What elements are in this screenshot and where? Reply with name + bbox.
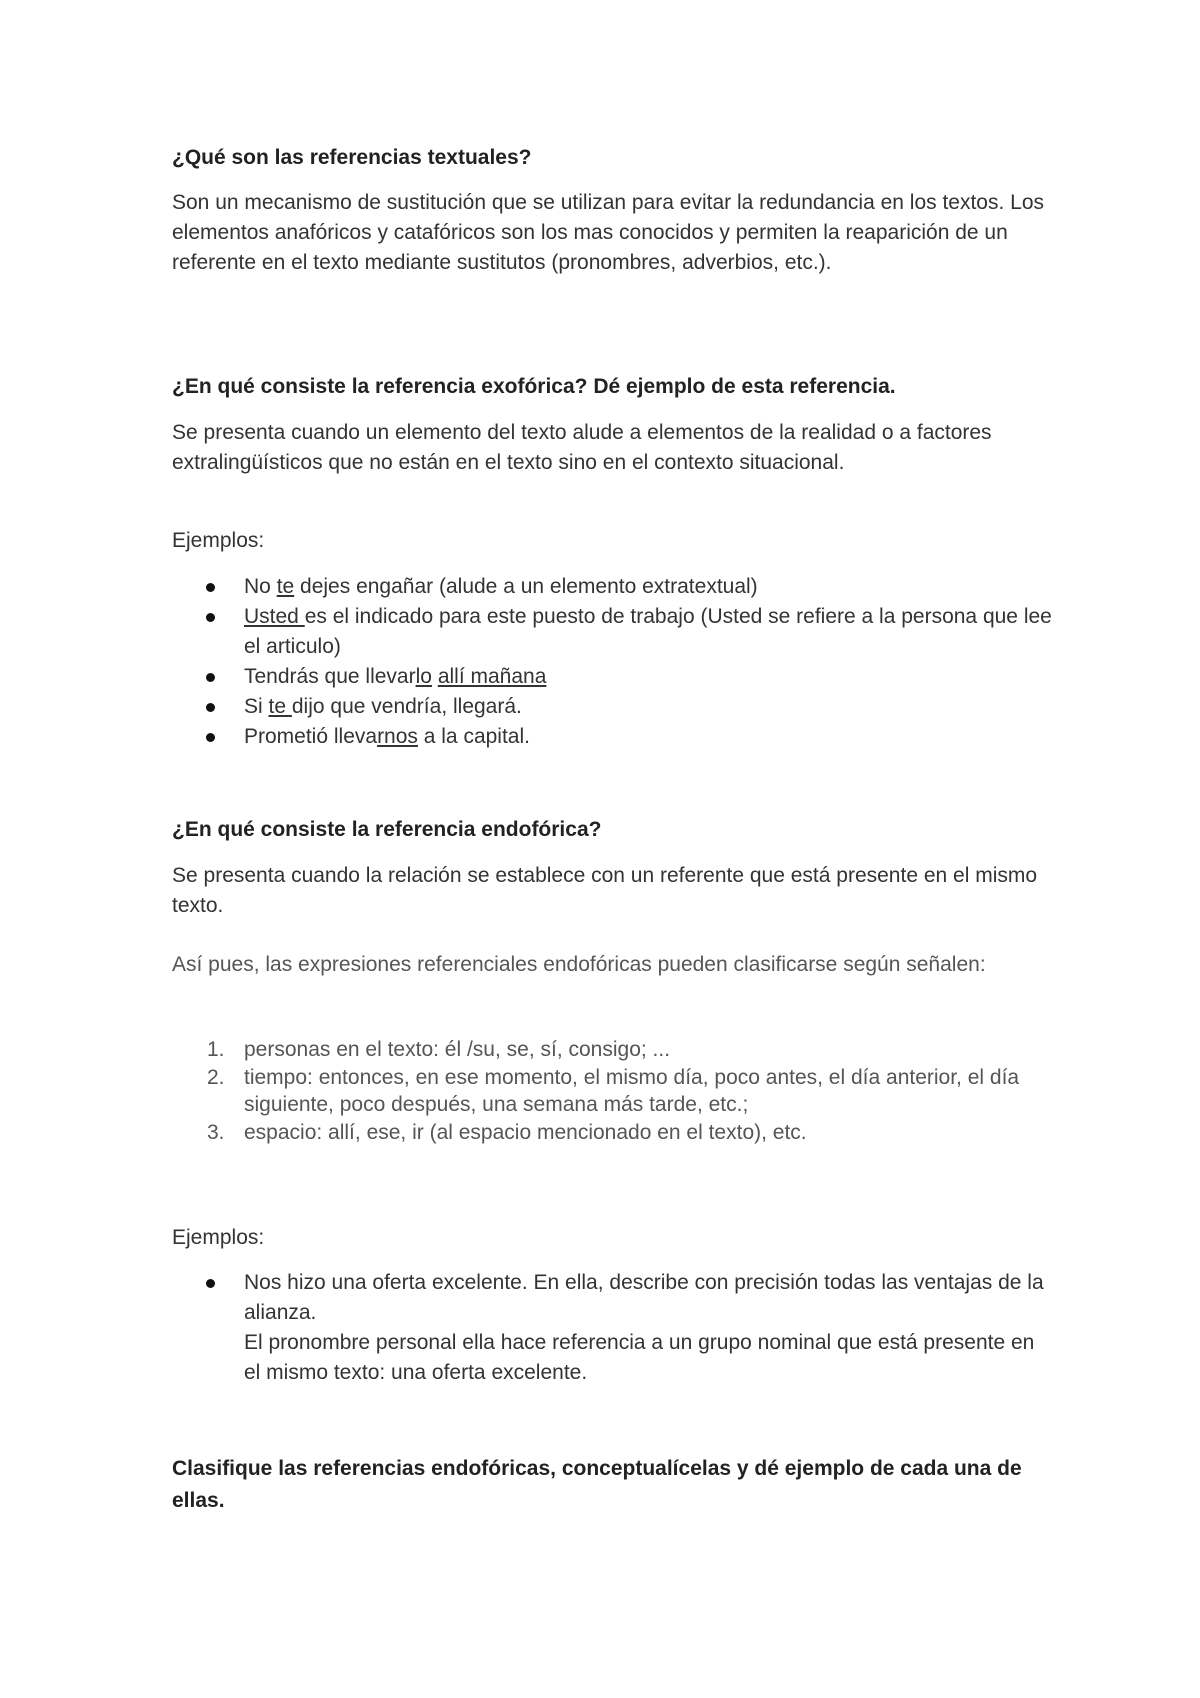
bullet-icon <box>206 1279 215 1288</box>
list-item: No te dejes engañar (alude a un elemento extratextual) <box>172 572 1052 602</box>
bullet-icon <box>206 703 215 712</box>
paragraph-endophoric: Se presenta cuando la relación se establece con un referente que está presente en el mismo texto. <box>172 864 1038 917</box>
exophoric-examples-list <box>172 572 1052 752</box>
list-item: Prometió llevarnos a la capital. <box>172 722 1052 752</box>
endophoric-examples-list <box>172 1268 1052 1388</box>
list-item: 2. tiempo: entonces, en ese momento, el mismo día, poco antes, el día anterior, el día siguiente, poco después, una semana más tarde, etc.; <box>207 1065 1020 1116</box>
bullet-icon <box>206 583 215 592</box>
list-item: 3. espacio: allí, ese, ir (al espacio mencionado en el texto), etc. <box>207 1120 807 1144</box>
examples-label-endophoric: Ejemplos: <box>172 1226 265 1249</box>
heading-endophoric: ¿En qué consiste la referencia endofórica? <box>172 818 602 841</box>
bullet-icon <box>206 673 215 682</box>
paragraph-endophoric-intro: Así pues, las expresiones referenciales endofóricas pueden clasificarse según señalen: <box>172 953 986 976</box>
paragraph-textual-references: Son un mecanismo de sustitución que se utilizan para evitar la redundancia en los textos. Los elementos anafóricos y catafóricos son los mas conocidos y permiten la reaparición de un referente en el texto mediante sustitutos (pronombres, adverbios, etc.). <box>172 191 1045 274</box>
list-item: Nos hizo una oferta excelente. En ella, describe con precisión todas las ventajas de la alianza. El pronombre personal ella hace referencia a un grupo nominal que está presente en el mismo texto: una oferta excelente. <box>172 1268 1052 1388</box>
list-item: Usted es el indicado para este puesto de trabajo (Usted se refiere a la persona que lee el articulo) <box>172 602 1052 662</box>
bullet-icon <box>206 733 215 742</box>
heading-classify-endophoric: Clasifique las referencias endofóricas, conceptualícelas y dé ejemplo de cada una de ellas. <box>172 1457 1022 1512</box>
bullet-icon <box>206 613 215 622</box>
examples-label-exophoric: Ejemplos: <box>172 529 265 552</box>
heading-exophoric: ¿En qué consiste la referencia exofórica? Dé ejemplo de esta referencia. <box>172 375 896 398</box>
list-item: 1. personas en el texto: él /su, se, sí, consigo; ... <box>207 1038 671 1061</box>
list-item: Si te dijo que vendría, llegará. <box>172 692 1052 722</box>
endophoric-classification-list <box>172 1036 1052 1146</box>
list-item: Tendrás que llevarlo allí mañana <box>172 662 1052 692</box>
heading-textual-references: ¿Qué son las referencias textuales? <box>172 146 532 169</box>
paragraph-exophoric: Se presenta cuando un elemento del texto alude a elementos de la realidad o a factores extralingüísticos que no están en el texto sino en el contexto situacional. <box>172 421 992 474</box>
